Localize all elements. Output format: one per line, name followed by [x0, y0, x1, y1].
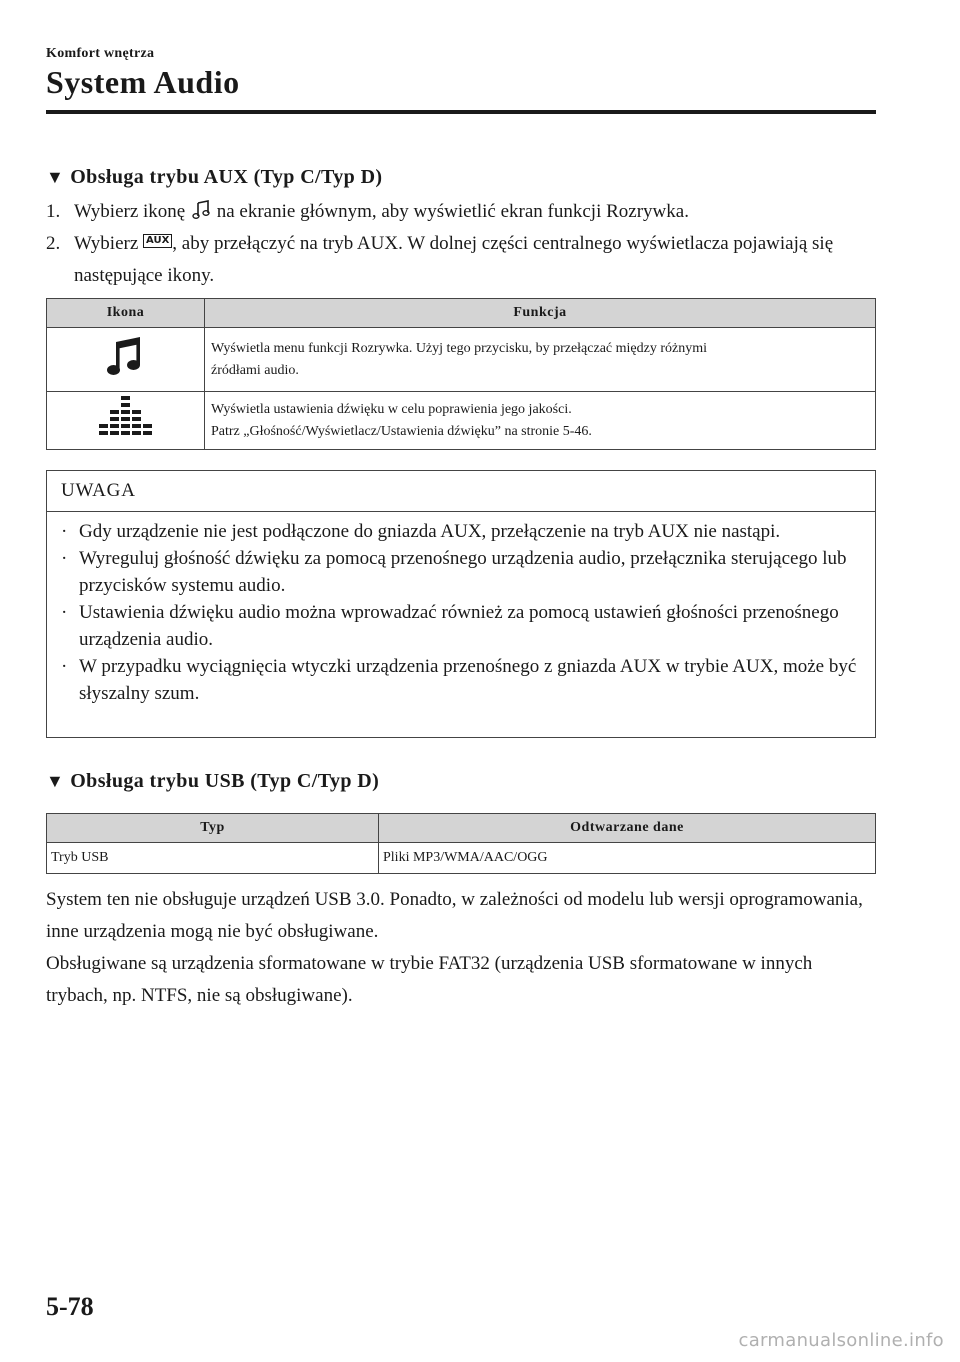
list-item: · W przypadku wyciągnięcia wtyczki urządzenia przenośnego z gniazda AUX w trybie AUX, może być słyszalny szum.	[61, 656, 857, 704]
usb-table	[46, 813, 876, 874]
step-2-text-after: , aby przełączyć na tryb AUX. W dolnej części centralnego wyświetlacza pojawiają się następujące ikony.	[74, 233, 834, 286]
list-item: · Gdy urządzenie nie jest podłączone do gniazda AUX, przełączenie na tryb AUX nie nastąpi.	[61, 521, 781, 542]
note-list	[47, 512, 875, 707]
row-1-line-1: Wyświetla menu funkcji Rozrywka. Użyj tego przycisku, by przełączać między różnymi	[211, 340, 707, 356]
table-header-row	[47, 814, 876, 843]
step-1-text-before: Wybierz ikonę	[74, 201, 186, 222]
table-header-function: Funkcja	[205, 299, 876, 328]
table-row	[47, 843, 876, 874]
watermark-link[interactable]: carmanualsonline.info	[738, 1330, 944, 1351]
step-1-number: 1.	[46, 201, 61, 222]
step-2	[46, 228, 866, 292]
usb-paragraph-1: System ten nie obsługuje urządzeń USB 3.0. Ponadto, w zależności od modelu lub wersji oprogramowania, inne urządzenia mogą nie być obsługiwane.	[46, 889, 863, 942]
row-1-line-2: źródłami audio.	[211, 362, 299, 378]
step-1-text-after: na ekranie głównym, aby wyświetlić ekran funkcji Rozrywka.	[216, 201, 689, 222]
title-divider	[46, 110, 876, 114]
row-2-line-1: Wyświetla ustawienia dźwięku w celu poprawienia jego jakości.	[211, 401, 572, 417]
step-2-text-before: Wybierz	[74, 233, 139, 254]
page-title: System Audio	[46, 64, 240, 100]
note-box	[46, 470, 876, 738]
usb-body-text	[46, 884, 876, 1012]
page-number: 5-78	[46, 1292, 94, 1321]
list-item: · Wyreguluj głośność dźwięku za pomocą przenośnego urządzenia audio, przełącznika sterującego lub przycisków systemu audio.	[61, 548, 847, 596]
aux-section-heading	[46, 166, 383, 189]
row-2-line-2: Patrz „Głośność/Wyświetlacz/Ustawienia dźwięku” na stronie 5-46.	[211, 423, 592, 439]
section-subheader: Komfort wnętrza	[46, 46, 155, 61]
usb-section-heading	[46, 770, 379, 793]
table-row	[47, 328, 876, 392]
equalizer-icon	[99, 394, 153, 440]
usb-type-cell: Tryb USB	[47, 843, 379, 874]
table-header-type: Typ	[47, 814, 379, 843]
music-note-icon	[106, 334, 146, 378]
aux-icon-table	[46, 298, 876, 450]
table-header-data: Odtwarzane dane	[379, 814, 876, 843]
table-header-icon: Ikona	[47, 299, 205, 328]
table-header-row	[47, 299, 876, 328]
music-note-icon	[192, 200, 210, 220]
note-title: UWAGA	[47, 471, 875, 512]
aux-steps	[46, 196, 866, 292]
usb-paragraph-2: Obsługiwane są urządzenia sformatowane w trybie FAT32 (urządzenia USB sformatowane w innych trybach, np. NTFS, nie są obsługiwane).	[46, 953, 813, 1006]
aux-heading-text: Obsługa trybu AUX (Typ C/Typ D)	[70, 166, 383, 188]
list-item: · Ustawienia dźwięku audio można wprowadzać również za pomocą ustawień głośności przenośnego urządzenia audio.	[61, 602, 839, 650]
aux-key-icon: AUX	[143, 234, 172, 248]
usb-heading-text: Obsługa trybu USB (Typ C/Typ D)	[70, 770, 380, 792]
step-1	[46, 196, 866, 228]
usb-data-cell: Pliki MP3/WMA/AAC/OGG	[379, 843, 876, 874]
triangle-bullet-icon: ▼	[46, 771, 65, 791]
triangle-bullet-icon: ▼	[46, 167, 65, 187]
table-row	[47, 392, 876, 450]
step-2-number: 2.	[46, 233, 61, 254]
